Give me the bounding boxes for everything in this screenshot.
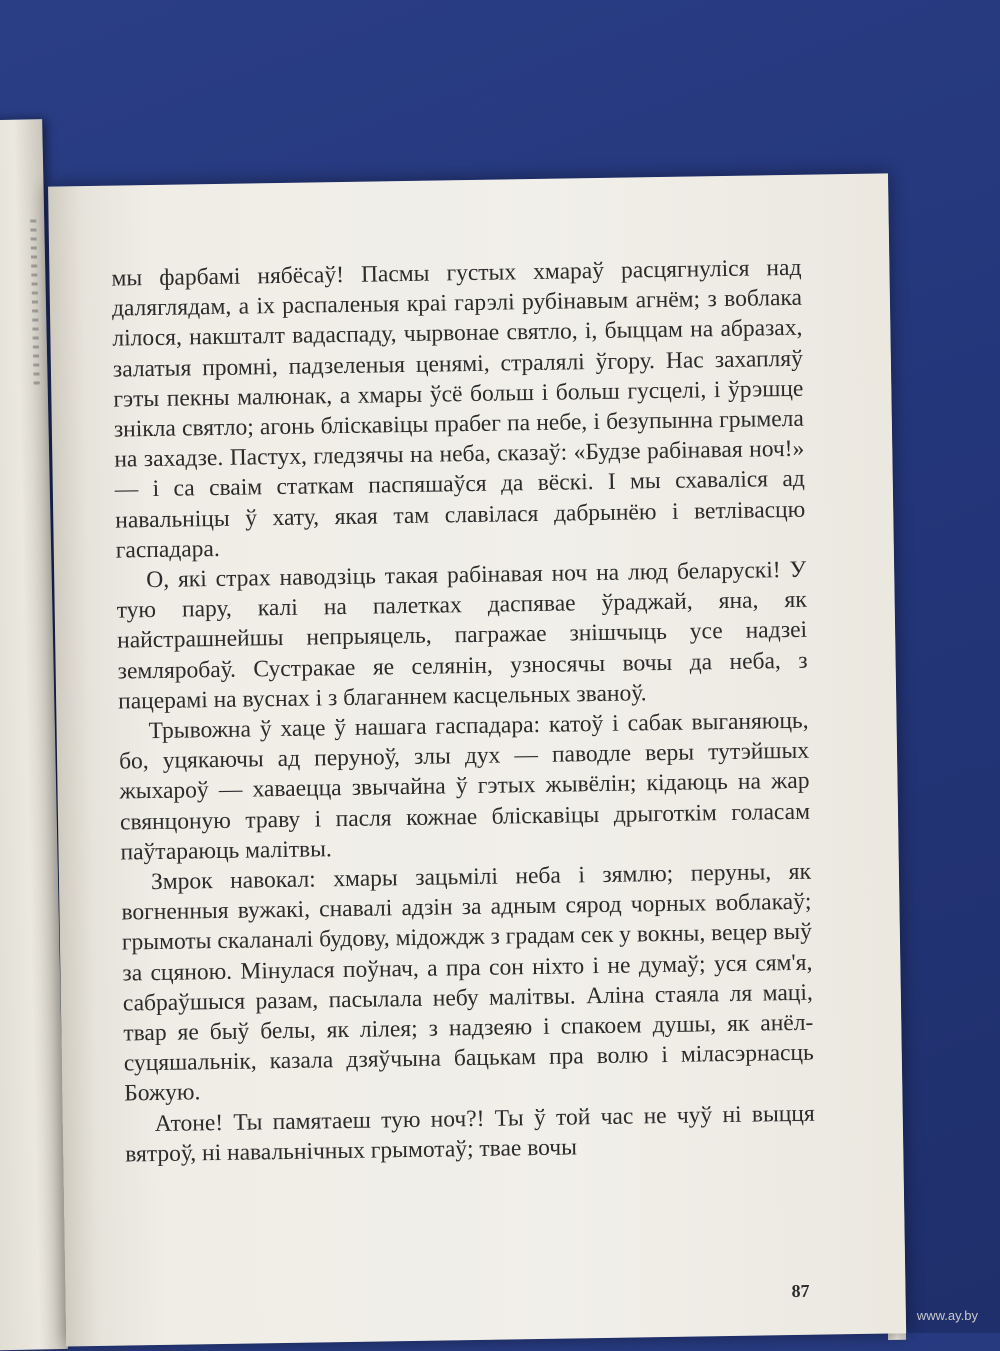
page-text: [111, 253, 815, 1170]
page-number: 87: [791, 1280, 810, 1302]
book-page: [48, 173, 906, 1346]
paragraph: О, які страх наводзіць такая рабінавая ноч на люд беларускі! У тую пару, калі на палетках даспявае ўраджай, яна, як найстрашнейшы непрыяцель, пагражае знішчыць усе надзеі земляробаў. Сустракае яе селянін, узносячы вочы да неба, з пацерамі на вуснах і з благаннем касцельных званоў.: [116, 556, 808, 715]
paragraph: Трывожна ў хаце ў нашага гаспадара: катоў і сабак выганяюць, бо, уцякаючы ад перуноў, злы дух — паводле веры тутэйшых жыхароў — хаваецца звычайна ў гэтых жывёлін; кідаюць на жар свянцоную траву і пасля кожнае бліскавіцы дрыготкім голасам паўтараюць малітвы.: [118, 707, 811, 866]
paragraph: мы фарбамі нябёсаў! Пасмы густых хмараў расцягнуліся над даляглядам, а іх распаленыя краі гарэлі рубінавым агнём; з воблака лілося, накшталт вадаспаду, чырвонае святло, і, быццам на абразах, залатыя промні, падзеленыя ценямі, стралялі ўгору. Нас захапляў гэты пекны малюнак, а хмары ўсё больш і больш гусцелі, і ўрэшце знікла святло; агонь бліскавіцы прабег па небе, і безупынна грымела на захадзе. Пастух, гледзячы на неба, сказаў: «Будзе рабінавая ноч!» — і са сваім статкам паспяшаўся да вёскі. І мы схаваліся ад навальніцы ў хату, якая там славілася дабрынёю і ветлівасцю гаспадара.: [111, 254, 806, 564]
watermark: www.ay.by: [916, 1308, 978, 1323]
paragraph: Атоне! Ты памятаеш тую ноч?! Ты ў той час не чуў ні выцця вятроў, ні навальнічных грымотаў; твае вочы: [125, 1100, 815, 1168]
paragraph: Змрок навокал: хмары зацьмілі неба і зямлю; перуны, як вогненныя вужакі, снавалі адзін за адным сярод чорных воблакаў; грымоты скаланалі будову, мідождж з градам сек у вокны, вецер выў за сцяною. Мінулася поўнач, а пра сон ніхто і не думаў; уся сям'я, сабраўшыся разам, пасылала небу малітвы. Аліна стаяла ля маці, твар яе быў белы, як лілея; з надзеяю і спакоем душы, як анёл-суцяшальнік, казала дзяўчына бацькам пра волю і міласэрнасць Божую.: [121, 858, 814, 1107]
